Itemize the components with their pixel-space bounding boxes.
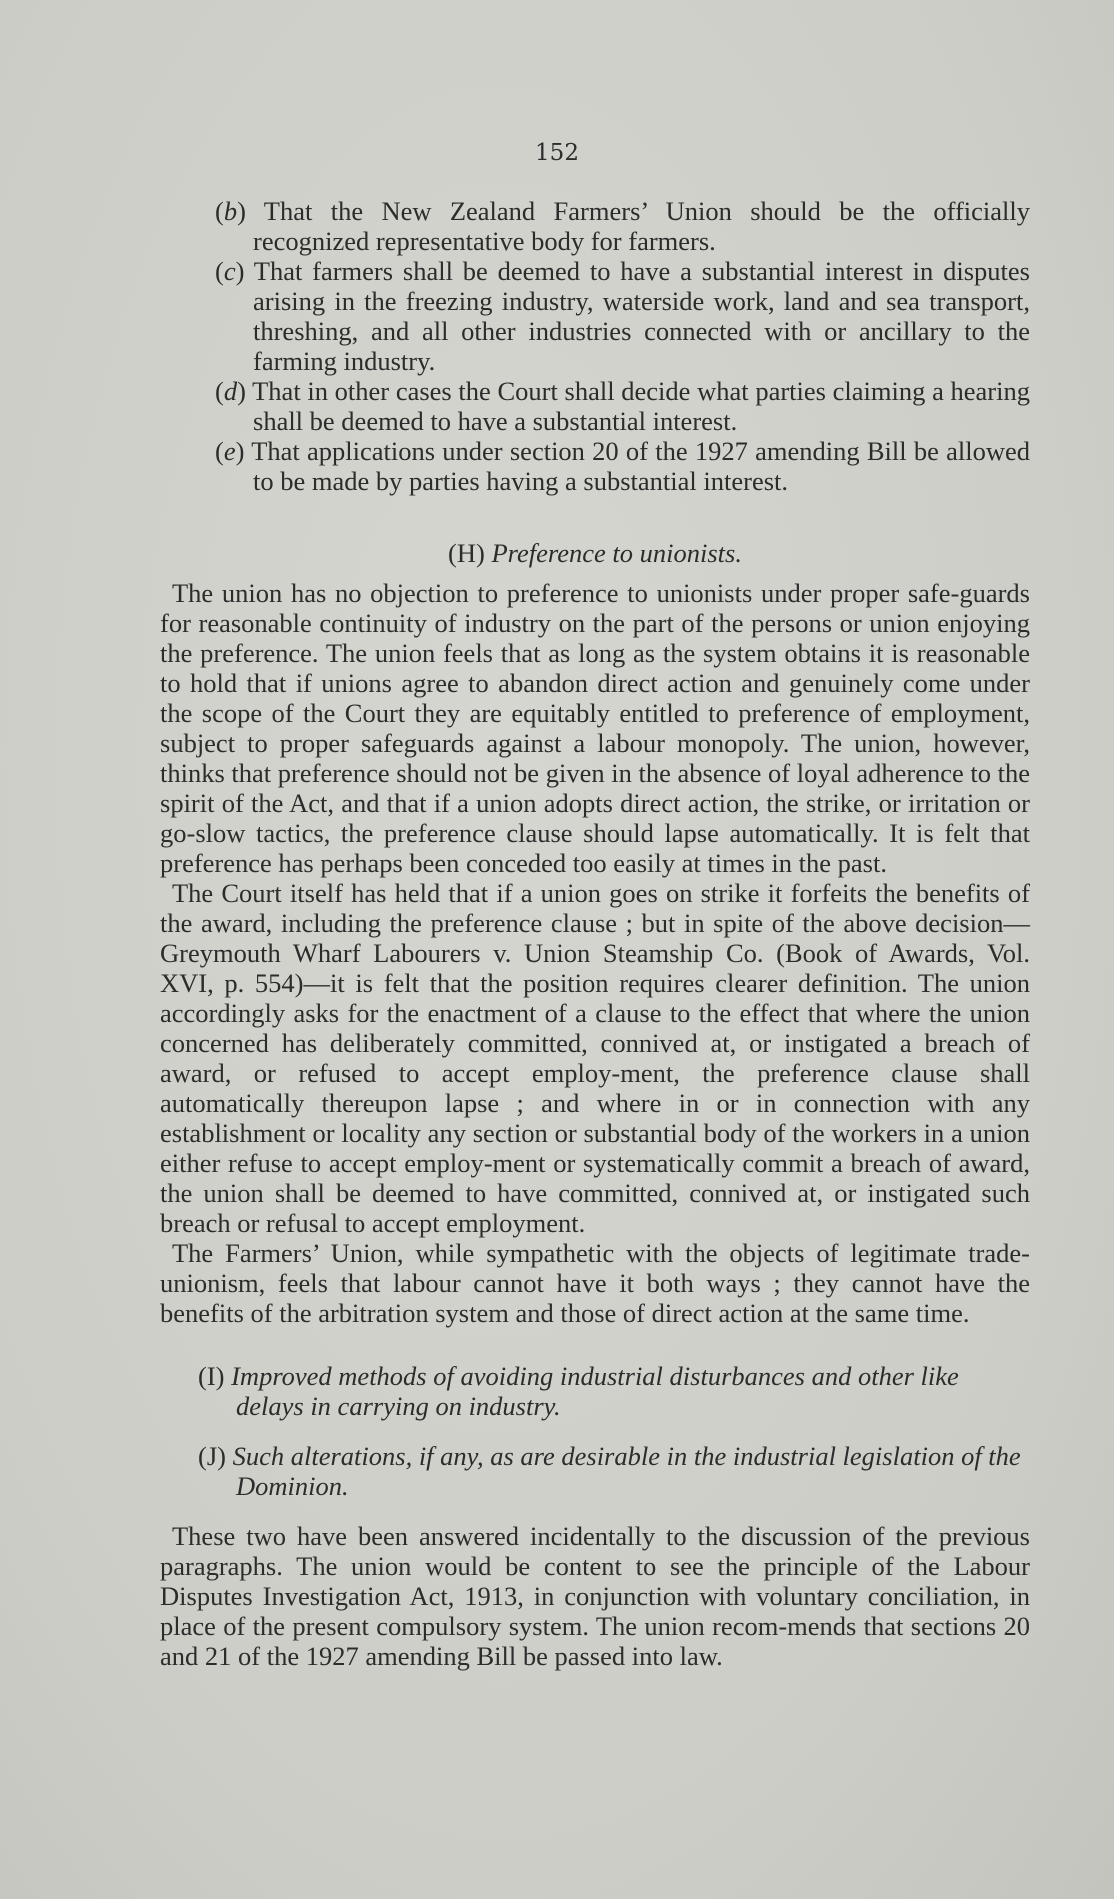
paragraph: The union has no objection to preference to unionists under proper safe-guards for reasonable continuity of industry on the part of the persons or union enjoying the preference. The union feels that as long as the system obtains it is reasonable to hold that if unions agree to abandon direct action and genuinely come under the scope of the Court they are equitably entitled to preference of employment, subject to proper safeguards against a labour monopoly. The union, however, thinks that preference should not be given in the absence of loyal adherence to the spirit of the Act, and that if a union adopts direct action, the strike, or irritation or go-slow tactics, the preference clause should lapse automatically. It is felt that preference has perhaps been conceded too easily at times in the past. bbox=[160, 578, 1030, 878]
item-text: That farmers shall be deemed to have a substantial interest in disputes arising in the freezing industry, waterside work, land and sea transport, threshing, and all other industries connected with or ancillary to the farming industry. bbox=[253, 256, 1030, 376]
paragraph: The Court itself has held that if a union goes on strike it forfeits the benefits of the award, including the preference clause ; but in spite of the above decision—Greymouth Wharf Labourers v. Union Steamship Co. (Book of Awards, Vol. XVI, p. 554)—it is felt that the position requires clearer definition. The union accordingly asks for the enactment of a clause to the effect that where the union concerned has deliberately committed, connived at, or instigated a breach of award, or refused to accept employ-ment, the preference clause shall automatically thereupon lapse ; and where in or in connection with any establishment or locality any section or substantial body of the workers in a union either refuse to accept employ-ment or systematically commit a breach of award, the union shall be deemed to have committed, connived at, or instigated such breach or refusal to accept employment. bbox=[160, 878, 1030, 1238]
item-text: That applications under section 20 of the 1927 amending Bill be allowed to be made by parties having a substantial interest. bbox=[251, 436, 1030, 496]
item-text: That in other cases the Court shall decide what parties claiming a hearing shall be deemed to have a substantial interest. bbox=[252, 376, 1030, 436]
list-item-e: (e) That applications under section 20 of the 1927 amending Bill be allowed to be made by parties having a substantial interest. bbox=[215, 436, 1030, 496]
section-heading-j bbox=[160, 1441, 1030, 1501]
section-title: Preference to unionists. bbox=[491, 538, 742, 568]
paragraph: The Farmers’ Union, while sympathetic with the objects of legitimate trade-unionism, feels that labour cannot have it both ways ; they cannot have the benefits of the arbitration system and those of direct action at the same time. bbox=[160, 1238, 1030, 1328]
section-heading-h bbox=[160, 538, 1030, 568]
body-text bbox=[160, 196, 1030, 1671]
item-text: That the New Zealand Farmers’ Union should be the officially recognized representative body for farmers. bbox=[253, 196, 1030, 256]
item-label: c bbox=[223, 256, 236, 286]
page-number: 152 bbox=[535, 140, 579, 166]
item-label: e bbox=[223, 436, 236, 466]
closing-paragraph: These two have been answered incidentally to the discussion of the previous paragraphs. The union would be content to see the principle of the Labour Disputes Investigation Act, 1913, in conjunction with voluntary conciliation, in place of the present compulsory system. The union recom-mends that sections 20 and 21 of the 1927 amending Bill be passed into law. bbox=[160, 1521, 1030, 1671]
section-title: Improved methods of avoiding industrial disturbances and other like delays in carrying on industry. bbox=[231, 1361, 959, 1421]
list-item-c: (c) That farmers shall be deemed to have a substantial interest in disputes arising in the freezing industry, waterside work, land and sea transport, threshing, and all other industries connected with or ancillary to the farming industry. bbox=[215, 256, 1030, 376]
item-label: d bbox=[223, 376, 238, 406]
section-heading-i bbox=[160, 1361, 1030, 1421]
section-letter: (H) bbox=[448, 538, 485, 568]
item-label: b bbox=[223, 196, 238, 226]
section-letter: (I) bbox=[198, 1361, 225, 1391]
section-letter: (J) bbox=[198, 1441, 226, 1471]
list-item-d: (d) That in other cases the Court shall decide what parties claiming a hearing shall be deemed to have a substantial interest. bbox=[215, 376, 1030, 436]
section-title: Such alterations, if any, as are desirable in the industrial legislation of the Dominion. bbox=[232, 1441, 1021, 1501]
list-item-b: (b) That the New Zealand Farmers’ Union should be the officially recognized representative body for farmers. bbox=[215, 196, 1030, 256]
